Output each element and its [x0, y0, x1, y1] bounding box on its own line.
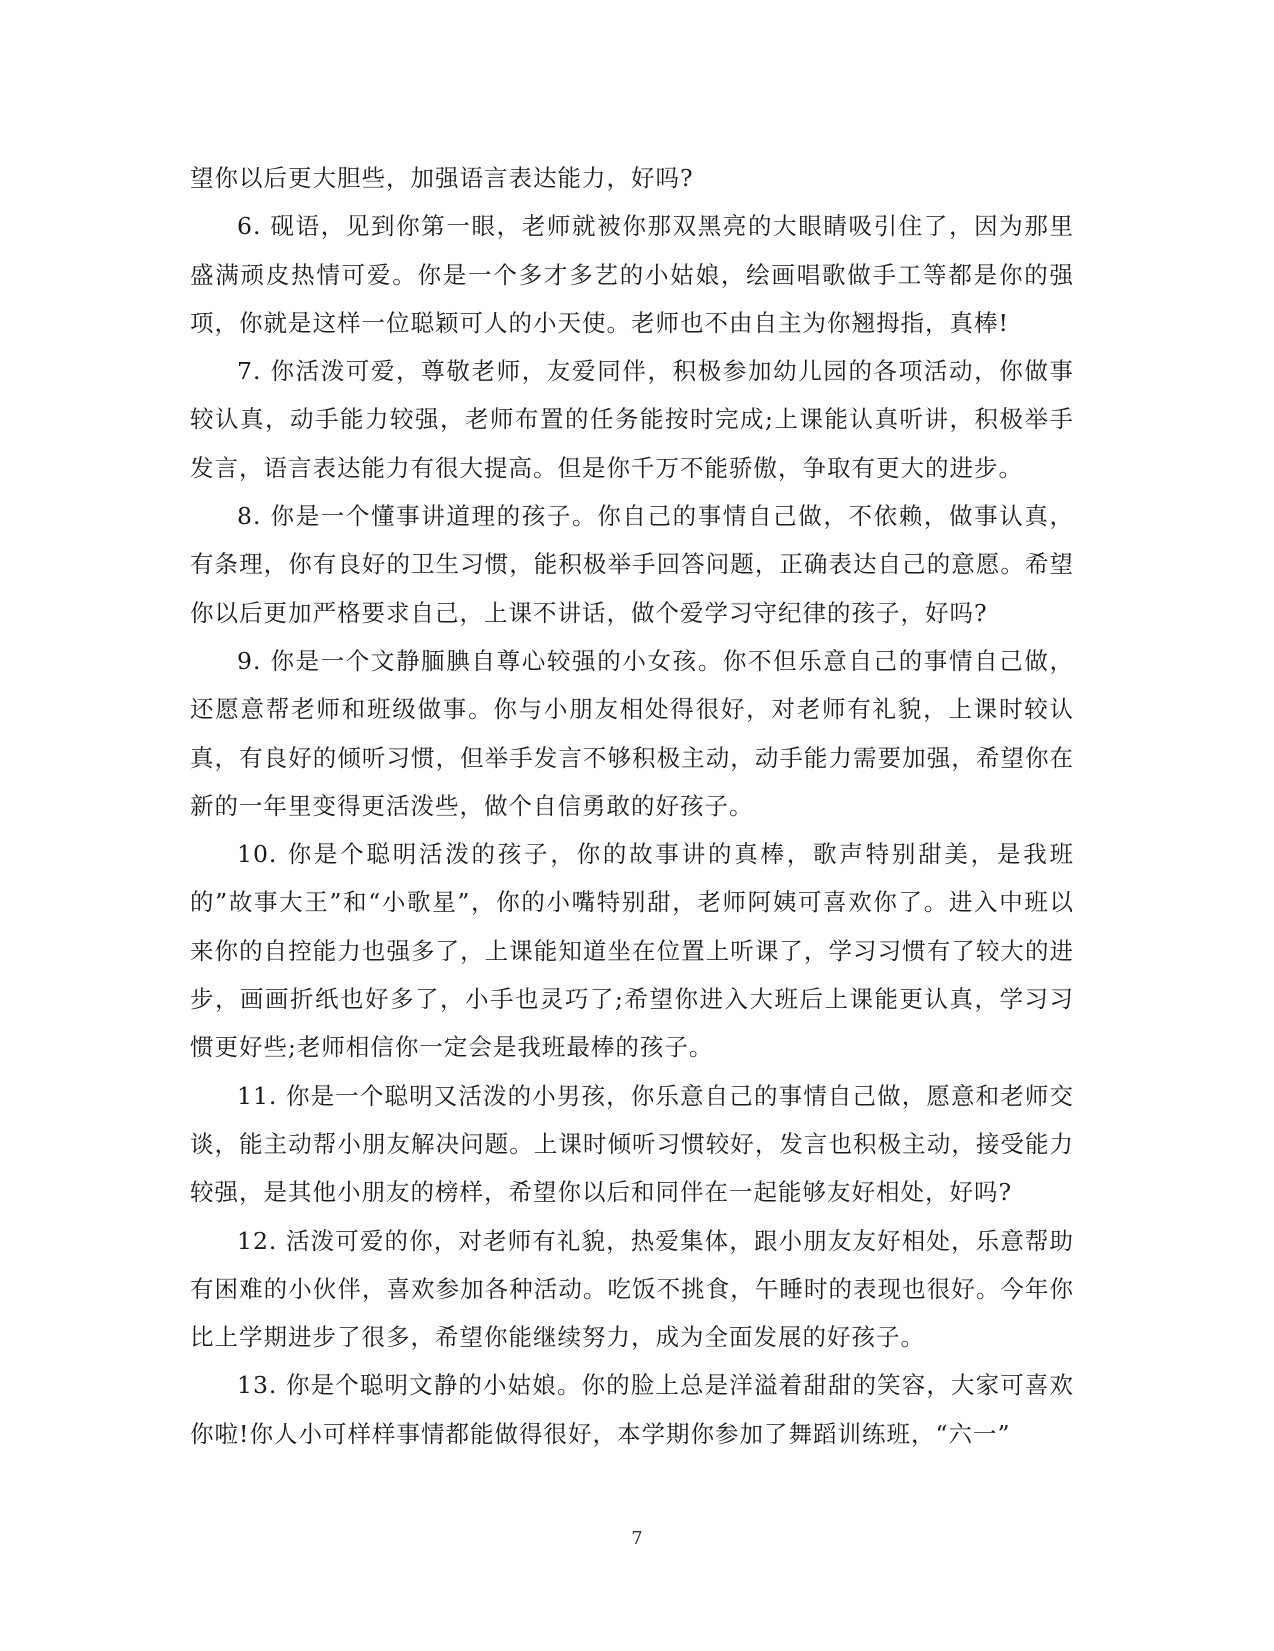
paragraph-item-7: 7. 你活泼可爱，尊敬老师，友爱同伴，积极参加幼儿园的各项活动，你做事较认真，动手能力较强，老师布置的任务能按时完成;上课能认真听讲，积极举手发言，语言表达能力有很大提高。但是你千万不能骄傲，争取有更大的进步。: [190, 357, 1074, 482]
page-number: 7: [631, 1528, 643, 1549]
paragraph-item-12: 12. 活泼可爱的你，对老师有礼貌，热爱集体，跟小朋友友好相处，乐意帮助有困难的小伙伴，喜欢参加各种活动。吃饭不挑食，午睡时的表现也很好。今年你比上学期进步了很多，希望你能继续努力，成为全面发展的好孩子。: [190, 1226, 1074, 1352]
paragraph-item-10: 10. 你是个聪明活泼的孩子，你的故事讲的真棒，歌声特别甜美，是我班的”故事大王”和“小歌星”，你的小嘴特别甜，老师阿姨可喜欢你了。进入中班以来你的自控能力也强多了，上课能知道坐在位置上听课了，学习习惯有了较大的进步，画画折纸也好多了，小手也灵巧了;希望你进入大班后上课能更认真，学习习惯更好些;老师相信你一定会是我班最棒的孩子。: [190, 840, 1074, 1062]
paragraph-item-6: 6. 砚语，见到你第一眼，老师就被你那双黑亮的大眼睛吸引住了，因为那里盛满顽皮热情可爱。你是一个多才多艺的小姑娘，绘画唱歌做手工等都是你的强项，你就是这样一位聪颖可人的小天使。老师也不由自主为你翘拇指，真棒!: [190, 212, 1074, 337]
paragraph-item-9: 9. 你是一个文静腼腆自尊心较强的小女孩。你不但乐意自己的事情自己做，还愿意帮老师和班级做事。你与小朋友相处得很好，对老师有礼貌，上课时较认真，有良好的倾听习惯，但举手发言不够积极主动，动手能力需要加强，希望你在新的一年里变得更活泼些，做个自信勇敢的好孩子。: [190, 646, 1074, 820]
paragraph-item-8: 8. 你是一个懂事讲道理的孩子。你自己的事情自己做，不依赖，做事认真，有条理，你有良好的卫生习惯，能积极举手回答问题，正确表达自己的意愿。希望你以后更加严格要求自己，上课不讲话，做个爱学习守纪律的孩子，好吗?: [190, 502, 1074, 627]
paragraph-item-13: 13. 你是个聪明文静的小姑娘。你的脸上总是洋溢着甜甜的笑容，大家可喜欢你啦!你人小可样样事情都能做得很好，本学期你参加了舞蹈训练班，“六一”: [190, 1371, 1074, 1448]
paragraph-continuation: 望你以后更大胆些，加强语言表达能力，好吗?: [190, 164, 694, 192]
document-body: [190, 154, 1074, 1458]
paragraph-item-11: 11. 你是一个聪明又活泼的小男孩，你乐意自己的事情自己做，愿意和老师交谈，能主动帮小朋友解决问题。上课时倾听习惯较好，发言也积极主动，接受能力较强，是其他小朋友的榜样，希望你以后和同伴在一起能够友好相处，好吗?: [190, 1081, 1074, 1207]
